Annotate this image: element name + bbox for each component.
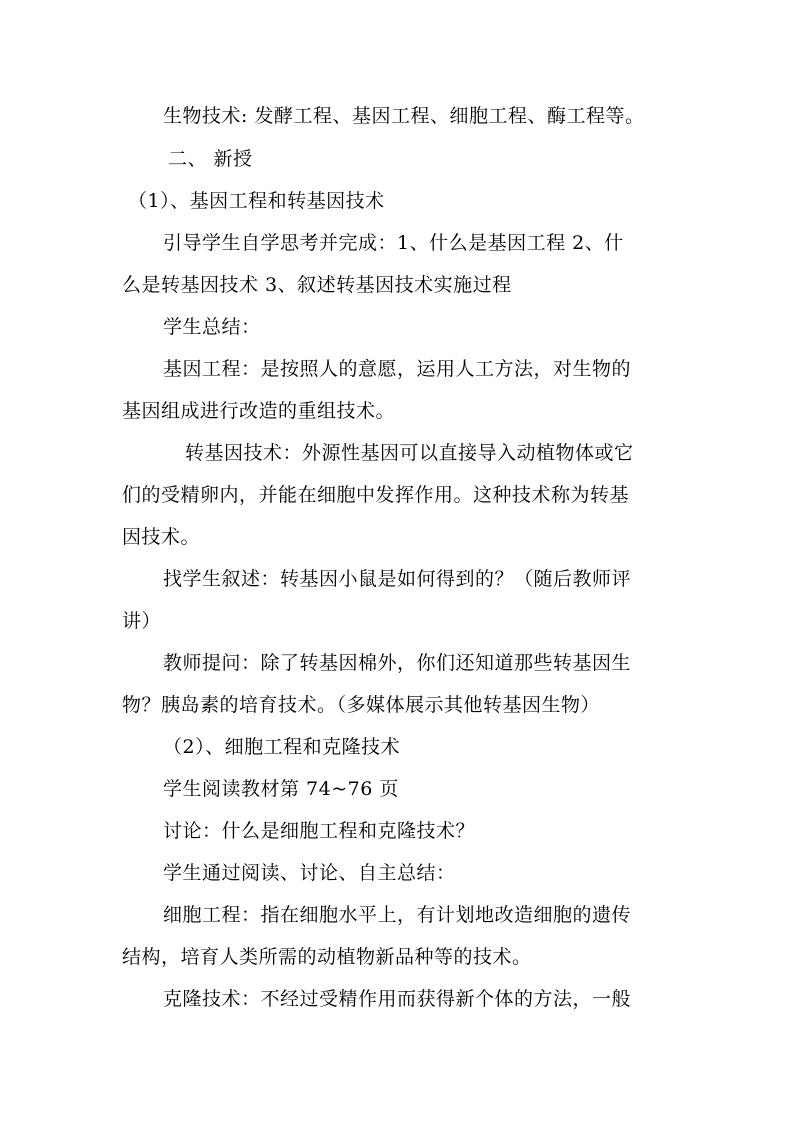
text-line-cloning-def: 克隆技术：不经过受精作用而获得新个体的方法，一般 xyxy=(163,988,632,1010)
text-line-transgenic-def: 转基因技术：外源性基因可以直接导入动植物体或它 xyxy=(185,442,634,464)
text-line-guide-questions: 引导学生自学思考并完成：1、什么是基因工程 2、什 xyxy=(163,232,624,254)
text-line-student-summary: 学生总结： xyxy=(163,316,261,338)
text-line-biotech-list: 生物技术: 发酵工程、基因工程、细胞工程、酶工程等。 xyxy=(163,105,645,127)
text-line-transgenic-def-end: 因技术。 xyxy=(122,526,201,548)
subheading-gene-engineering: （1）、基因工程和转基因技术 xyxy=(128,190,385,212)
text-line-cell-engineering-def: 细胞工程：指在细胞水平上，有计划地改造细胞的遗传 xyxy=(163,904,632,926)
text-line-cell-engineering-def-cont: 结构，培育人类所需的动植物新品种等的技术。 xyxy=(122,946,532,968)
text-line-student-narration-cont: 讲） xyxy=(122,610,162,632)
text-line-student-narration: 找学生叙述：转基因小鼠是如何得到的？（随后教师评 xyxy=(163,568,632,590)
text-line-student-activity: 学生通过阅读、讨论、自主总结： xyxy=(163,862,456,884)
text-line-read-textbook: 学生阅读教材第 74~76 页 xyxy=(163,778,399,800)
text-line-gene-engineering-def: 基因工程：是按照人的意愿，运用人工方法，对生物的 xyxy=(163,358,632,380)
section-heading-new-lesson: 二、 新授 xyxy=(168,148,253,170)
text-line-gene-engineering-def-cont: 基因组成进行改造的重组技术。 xyxy=(122,400,396,422)
text-line-discussion: 讨论：什么是细胞工程和克隆技术？ xyxy=(163,820,476,842)
text-line-guide-questions-cont: 么是转基因技术 3、叙述转基因技术实施过程 xyxy=(122,274,512,296)
text-line-transgenic-def-cont: 们的受精卵内，并能在细胞中发挥作用。这种技术称为转基 xyxy=(122,484,630,506)
text-line-teacher-question: 教师提问：除了转基因棉外，你们还知道那些转基因生 xyxy=(163,652,632,674)
text-line-teacher-question-cont: 物？胰岛素的培育技术。（多媒体展示其他转基因生物） xyxy=(122,694,601,716)
subheading-cell-engineering: （2）、细胞工程和克隆技术 xyxy=(163,736,401,758)
